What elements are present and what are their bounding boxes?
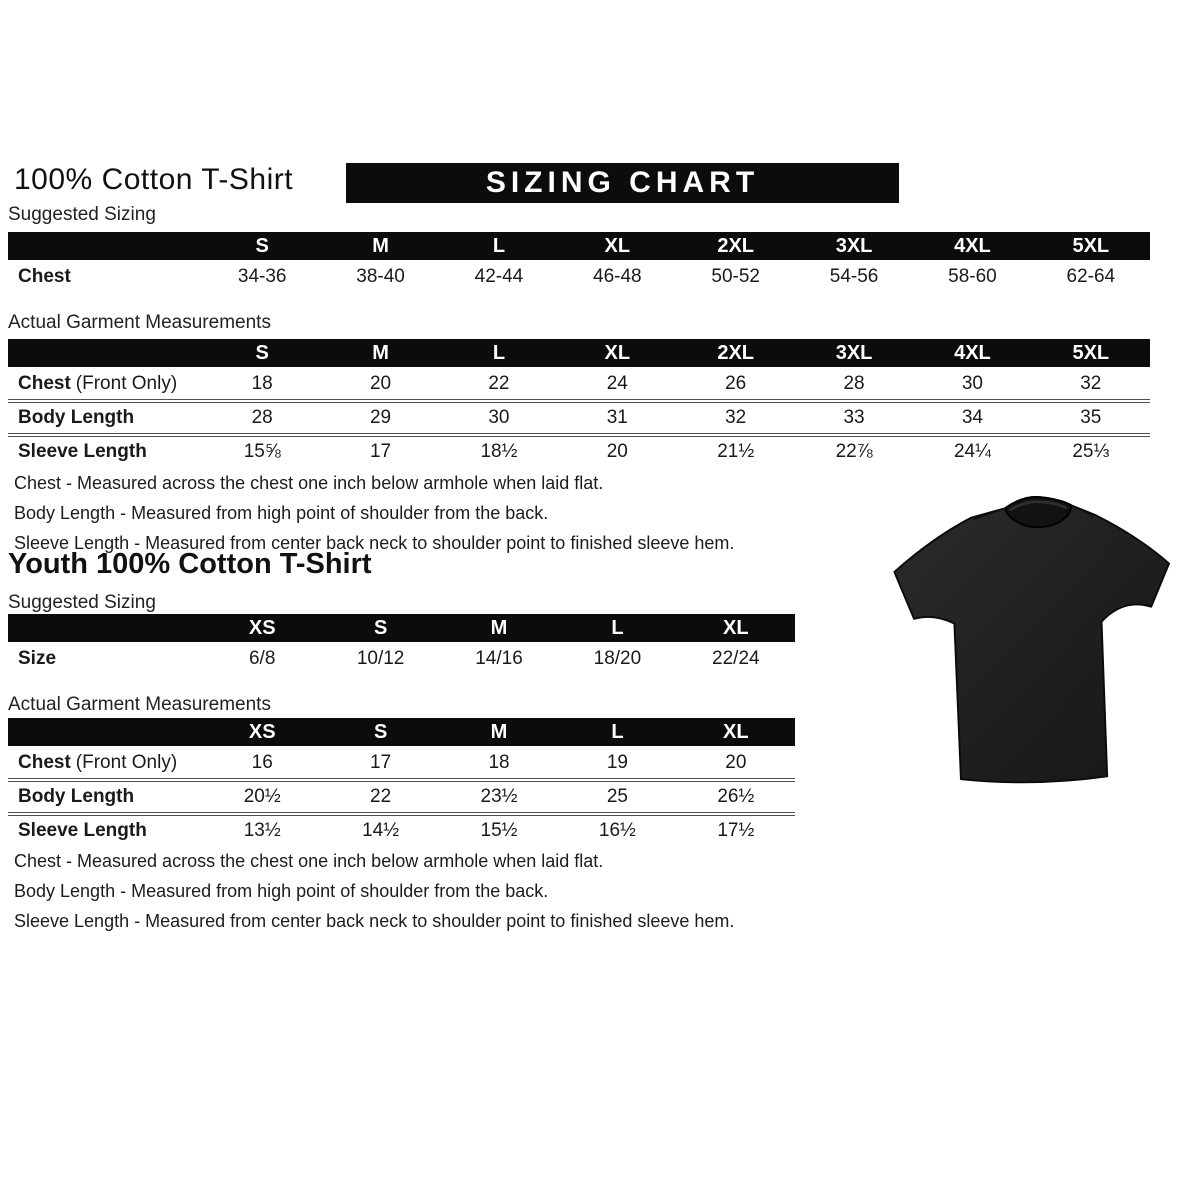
measurement-row (8, 644, 795, 674)
row-label-text: Sleeve Length (18, 441, 147, 462)
measurement-note-line: Sleeve Length - Measured from center back neck to shoulder point to finished sleeve hem. (14, 911, 735, 931)
measurement-value-cell: 22 (488, 373, 510, 394)
adult-suggested-sizing-label: Suggested Sizing (8, 204, 156, 225)
header-corner-cell (8, 232, 203, 260)
size-header-row (8, 339, 1150, 367)
size-column-header: 5XL (1072, 234, 1110, 257)
row-label-text: Chest (18, 266, 71, 287)
measurement-value-cell: 58-60 (948, 266, 997, 287)
row-label-text: Chest (18, 373, 71, 394)
measurement-value-cell: 25⅓ (1072, 441, 1110, 462)
measurement-value-cell: 23½ (480, 786, 518, 807)
measurement-note-line: Body Length - Measured from high point of shoulder from the back. (14, 503, 549, 523)
size-column-header: 4XL (954, 234, 991, 257)
measurement-row (8, 262, 1150, 292)
measurement-value-cell: 54-56 (829, 266, 879, 287)
adult-measurement-notes (14, 468, 734, 558)
size-column-header: S (255, 341, 269, 364)
measurement-value-cell: 22 (370, 786, 392, 807)
measurement-value-cell: 33 (843, 407, 865, 428)
measurement-value-cell: 34-36 (237, 266, 287, 287)
adult-actual-measurements-label: Actual Garment Measurements (8, 312, 271, 333)
measurement-row (8, 778, 795, 812)
measurement-value-cell: 20 (369, 373, 392, 394)
header-corner-cell (8, 339, 203, 367)
measurement-value-cell: 15½ (480, 820, 518, 841)
measurement-value-cell: 17 (369, 441, 392, 462)
measurement-row-label (8, 262, 203, 292)
measurement-row-label (8, 782, 203, 812)
size-column-header: 5XL (1072, 341, 1110, 364)
youth-measurement-notes (14, 846, 734, 936)
youth-actual-measurements-table (8, 718, 795, 846)
size-column-header: L (492, 341, 506, 364)
size-column-header: 2XL (717, 341, 755, 364)
measurement-row-label (8, 816, 203, 846)
measurement-row-label (8, 403, 203, 433)
measurement-value-cell: 29 (369, 407, 392, 428)
measurement-value-cell: 25 (606, 786, 628, 807)
measurement-value-cell: 20 (606, 441, 628, 462)
measurement-value-cell: 42-44 (474, 266, 524, 287)
row-label-text: Sleeve Length (18, 820, 147, 841)
black-tshirt-photo (885, 462, 1185, 802)
measurement-value-cell: 16 (251, 752, 273, 773)
size-column-header: M (490, 616, 508, 639)
measurement-value-cell: 18 (488, 752, 510, 773)
header-row (14, 163, 1156, 203)
measurement-value-cell: 28 (251, 407, 273, 428)
measurement-row-label (8, 369, 203, 399)
size-column-header: M (372, 341, 389, 364)
row-label-text: Chest (18, 752, 71, 773)
measurement-value-cell: 17 (370, 752, 392, 773)
measurement-value-cell: 35 (1080, 407, 1102, 428)
measurement-value-cell: 22/24 (712, 648, 760, 669)
measurement-value-cell: 10/12 (356, 648, 405, 669)
measurement-value-cell: 26½ (717, 786, 755, 807)
youth-suggested-sizing-table (8, 614, 795, 674)
measurement-value-cell: 14/16 (475, 648, 523, 669)
measurement-row-label (8, 644, 203, 674)
size-column-header: XL (604, 234, 631, 257)
measurement-value-cell: 20 (725, 752, 747, 773)
row-label-suffix: (Front Only) (75, 373, 178, 394)
measurement-value-cell: 62-64 (1066, 266, 1116, 287)
measurement-value-cell: 16½ (598, 820, 636, 841)
measurement-note-line: Sleeve Length - Measured from center back neck to shoulder point to finished sleeve hem. (14, 533, 735, 553)
measurement-value-cell: 26 (725, 373, 747, 394)
row-label-text: Size (18, 648, 57, 669)
measurement-value-cell: 6/8 (248, 648, 276, 669)
size-header-row (8, 718, 795, 746)
size-column-header: S (373, 720, 388, 743)
measurement-value-cell: 18/20 (593, 648, 642, 669)
size-column-header: 2XL (717, 234, 755, 257)
measurement-value-cell: 20½ (243, 786, 281, 807)
measurement-row (8, 812, 795, 846)
measurement-value-cell: 46-48 (593, 266, 642, 287)
measurement-value-cell: 31 (606, 407, 628, 428)
youth-section-title: Youth 100% Cotton T-Shirt (8, 548, 372, 580)
measurement-value-cell: 18½ (480, 441, 518, 462)
header-corner-cell (8, 718, 203, 746)
size-column-header: L (492, 234, 506, 257)
header-corner-cell (8, 614, 203, 642)
measurement-value-cell: 14½ (362, 820, 400, 841)
measurement-note-line: Chest - Measured across the chest one inch below armhole when laid flat. (14, 851, 604, 871)
size-column-header: M (490, 720, 508, 743)
measurement-value-cell: 32 (1080, 373, 1102, 394)
youth-suggested-sizing-label: Suggested Sizing (8, 592, 156, 613)
measurement-row-label (8, 748, 203, 778)
measurement-row (8, 369, 1150, 399)
measurement-value-cell: 38-40 (356, 266, 405, 287)
measurement-row-label (8, 437, 203, 467)
measurement-row (8, 399, 1150, 433)
measurement-note-line: Chest - Measured across the chest one inch below armhole when laid flat. (14, 473, 604, 493)
page-title: 100% Cotton T-Shirt (14, 163, 294, 196)
size-column-header: L (611, 720, 624, 743)
youth-actual-measurements-label: Actual Garment Measurements (8, 694, 271, 715)
row-label-suffix: (Front Only) (75, 752, 178, 773)
size-column-header: 3XL (835, 341, 873, 364)
size-column-header: S (255, 234, 269, 257)
size-column-header: XL (604, 341, 631, 364)
measurement-value-cell: 50-52 (711, 266, 760, 287)
size-header-row (8, 614, 795, 642)
measurement-value-cell: 32 (725, 407, 747, 428)
tshirt-illustration (885, 462, 1185, 802)
measurement-value-cell: 18 (251, 373, 273, 394)
measurement-value-cell: 15⅝ (243, 441, 281, 462)
measurement-value-cell: 30 (961, 373, 983, 394)
size-column-header: L (611, 616, 624, 639)
measurement-value-cell: 24¼ (953, 441, 991, 462)
measurement-value-cell: 34 (961, 407, 983, 428)
measurement-value-cell: 24 (606, 373, 628, 394)
measurement-value-cell: 19 (606, 752, 628, 773)
size-column-header: XL (723, 720, 749, 743)
adult-actual-measurements-table (8, 339, 1150, 467)
adult-suggested-sizing-table (8, 232, 1150, 292)
sizing-chart-banner (346, 163, 899, 203)
measurement-row (8, 748, 795, 778)
measurement-value-cell: 17½ (717, 820, 755, 841)
measurement-value-cell: 21½ (717, 441, 755, 462)
row-label-text: Body Length (18, 786, 135, 807)
size-column-header: S (373, 616, 388, 639)
size-column-header: 3XL (835, 234, 873, 257)
size-column-header: XS (248, 616, 276, 639)
tshirt-body (894, 497, 1169, 782)
size-column-header: XL (723, 616, 749, 639)
size-column-header: 4XL (954, 341, 991, 364)
measurement-note-line: Body Length - Measured from high point of shoulder from the back. (14, 881, 549, 901)
measurement-value-cell: 30 (488, 407, 510, 428)
size-column-header: M (372, 234, 389, 257)
sizing-chart-banner-label: SIZING CHART (485, 166, 760, 199)
row-label-text: Body Length (18, 407, 135, 428)
measurement-value-cell: 22⅞ (835, 441, 873, 462)
measurement-value-cell: 13½ (243, 820, 281, 841)
measurement-value-cell: 28 (843, 373, 865, 394)
size-column-header: XS (248, 720, 276, 743)
size-header-row (8, 232, 1150, 260)
